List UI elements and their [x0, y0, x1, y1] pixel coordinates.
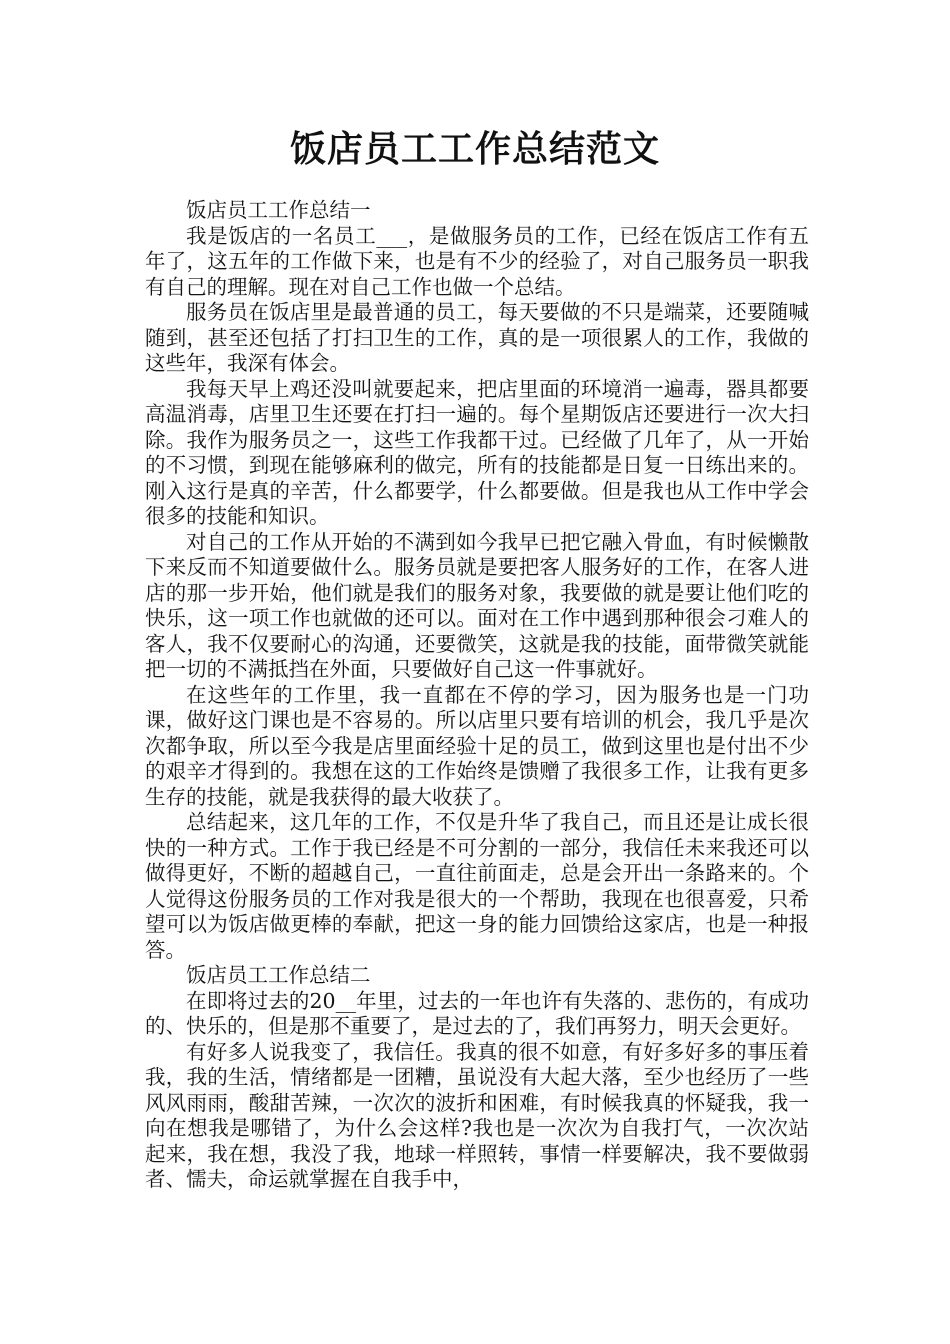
section-heading-2: 饭店员工工作总结二: [186, 963, 371, 987]
paragraph: 有好多人说我变了，我信任。我真的很不如意，有好多好多的事压着我，我的生活，情绪都是一团糟，虽说没有大起大落，至少也经历了一些风风雨雨，酸甜苦辣，一次次的波折和困难，有时候我真的怀疑我，我一向在想我是哪错了，为什么会这样?我也是一次次为自我打气，一次次站起来，我在想，我没了我，地球一样照转，事情一样要解决，我不要做弱者、懦夫，命运就掌握在自我手中，: [145, 1039, 809, 1191]
paragraph: 我每天早上鸡还没叫就要起来，把店里面的环境消一遍毒，器具都要高温消毒，店里卫生还要在打扫一遍的。每个星期饭店还要进行一次大扫除。我作为服务员之一，这些工作我都干过。已经做了几年了，从一开始的不习惯，到现在能够麻利的做完，所有的技能都是日复一日练出来的。刚入这行是真的辛苦，什么都要学，什么都要做。但是我也从工作中学会很多的技能和知识。: [145, 376, 809, 528]
section-heading-1: 饭店员工工作总结一: [186, 198, 371, 222]
paragraph: 总结起来，这几年的工作，不仅是升华了我自己，而且还是让成长很快的一种方式。工作于我已经是不可分割的一部分，我信任未来我还可以做得更好，不断的超越自己，一直往前面走，总是会开出一条路来的。个人觉得这份服务员的工作对我是很大的一个帮助，我现在也很喜爱，只希望可以为饭店做更棒的奉献，把这一身的能力回馈给这家店，也是一种报答。: [145, 810, 809, 962]
paragraph: 我是饭店的一名员工___，是做服务员的工作，已经在饭店工作有五年了，这五年的工作做下来，也是有不少的经验了，对自己服务员一职我有自己的理解。现在对自己工作也做一个总结。: [145, 223, 809, 299]
document-title: 饭店员工工作总结范文: [289, 129, 660, 170]
paragraph: 在这些年的工作里，我一直都在不停的学习，因为服务也是一门功课，做好这门课也是不容易的。所以店里只要有培训的机会，我几乎是次次都争取，所以至今我是店里面经验十足的员工，做到这里也是付出不少的艰辛才得到的。我想在这的工作始终是馈赠了我很多工作，让我有更多生存的技能，就是我获得的最大收获了。: [145, 682, 809, 809]
paragraph: 在即将过去的20__年里，过去的一年也许有失落的、悲伤的，有成功的、快乐的，但是那不重要了，是过去的了，我们再努力，明天会更好。: [145, 988, 809, 1038]
paragraph: 对自己的工作从开始的不满到如今我早已把它融入骨血，有时候懒散下来反而不知道要做什么。服务员就是要把客人服务好的工作，在客人进店的那一步开始，他们就是我们的服务对象，我要做的就是要让他们吃的快乐，这一项工作也就做的还可以。面对在工作中遇到那种很会刁难人的客人，我不仅要耐心的沟通，还要微笑，这就是我的技能，面带微笑就能把一切的不满抵挡在外面，只要做好自己这一件事就好。: [145, 529, 809, 681]
paragraph: 服务员在饭店里是最普通的员工，每天要做的不只是端菜，还要随喊随到，甚至还包括了打扫卫生的工作，真的是一项很累人的工作，我做的这些年，我深有体会。: [145, 300, 809, 375]
document-body: [145, 198, 809, 1193]
